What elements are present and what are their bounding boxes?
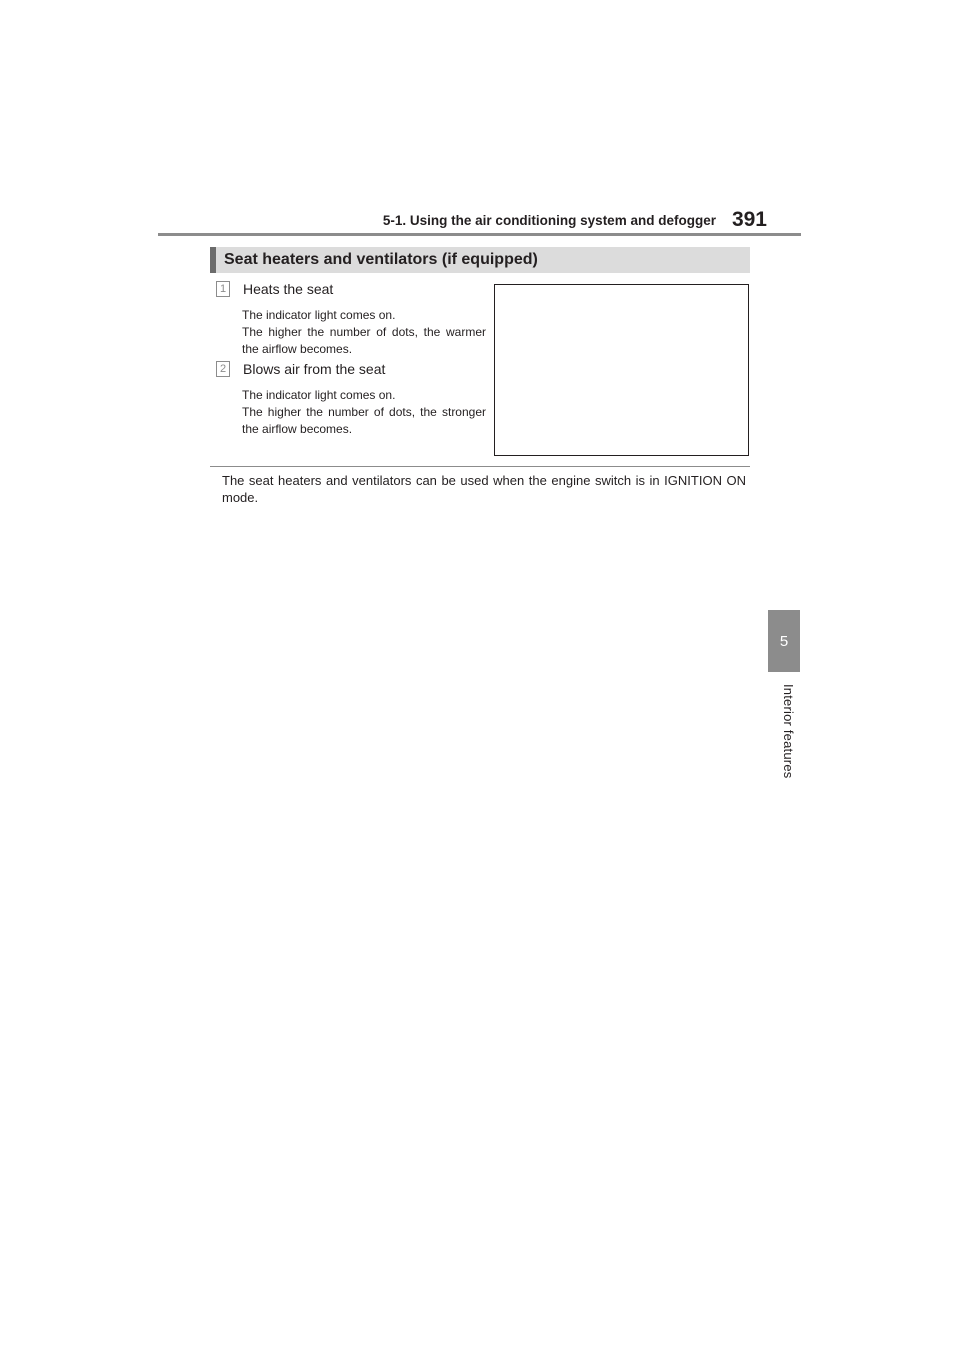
- section-heading: [210, 247, 750, 273]
- header-rule: [158, 233, 801, 236]
- chapter-number: 5: [779, 632, 789, 650]
- item-desc-line: The indicator light comes on.: [242, 388, 396, 402]
- item-title: Heats the seat: [243, 281, 334, 297]
- section-note: The seat heaters and ventilators can be used when the engine switch is in IGNITION ON mode.: [222, 473, 746, 505]
- item-description: [242, 387, 486, 438]
- item-description: [242, 307, 486, 358]
- page-number: 391: [731, 208, 767, 231]
- illustration-frame: [494, 284, 749, 456]
- section-title: 5-1. Using the air conditioning system and defogger: [382, 213, 716, 228]
- running-header: [0, 206, 767, 230]
- item-number-badge: 2: [216, 361, 230, 377]
- item-desc-line: The indicator light comes on.: [242, 308, 396, 322]
- item-number-badge: 1: [216, 281, 230, 297]
- list-item: [216, 281, 486, 358]
- item-desc-line: The higher the number of dots, the warmer the airflow becomes.: [242, 325, 486, 356]
- chapter-tab: [768, 610, 800, 672]
- chapter-label: Interior features: [781, 684, 796, 779]
- item-title: Blows air from the seat: [243, 361, 386, 377]
- section-heading-text: Seat heaters and ventilators (if equipped): [224, 251, 538, 268]
- list-item: [216, 361, 486, 438]
- section-divider: [210, 466, 750, 467]
- item-desc-line: The higher the number of dots, the stronger the airflow becomes.: [242, 405, 486, 436]
